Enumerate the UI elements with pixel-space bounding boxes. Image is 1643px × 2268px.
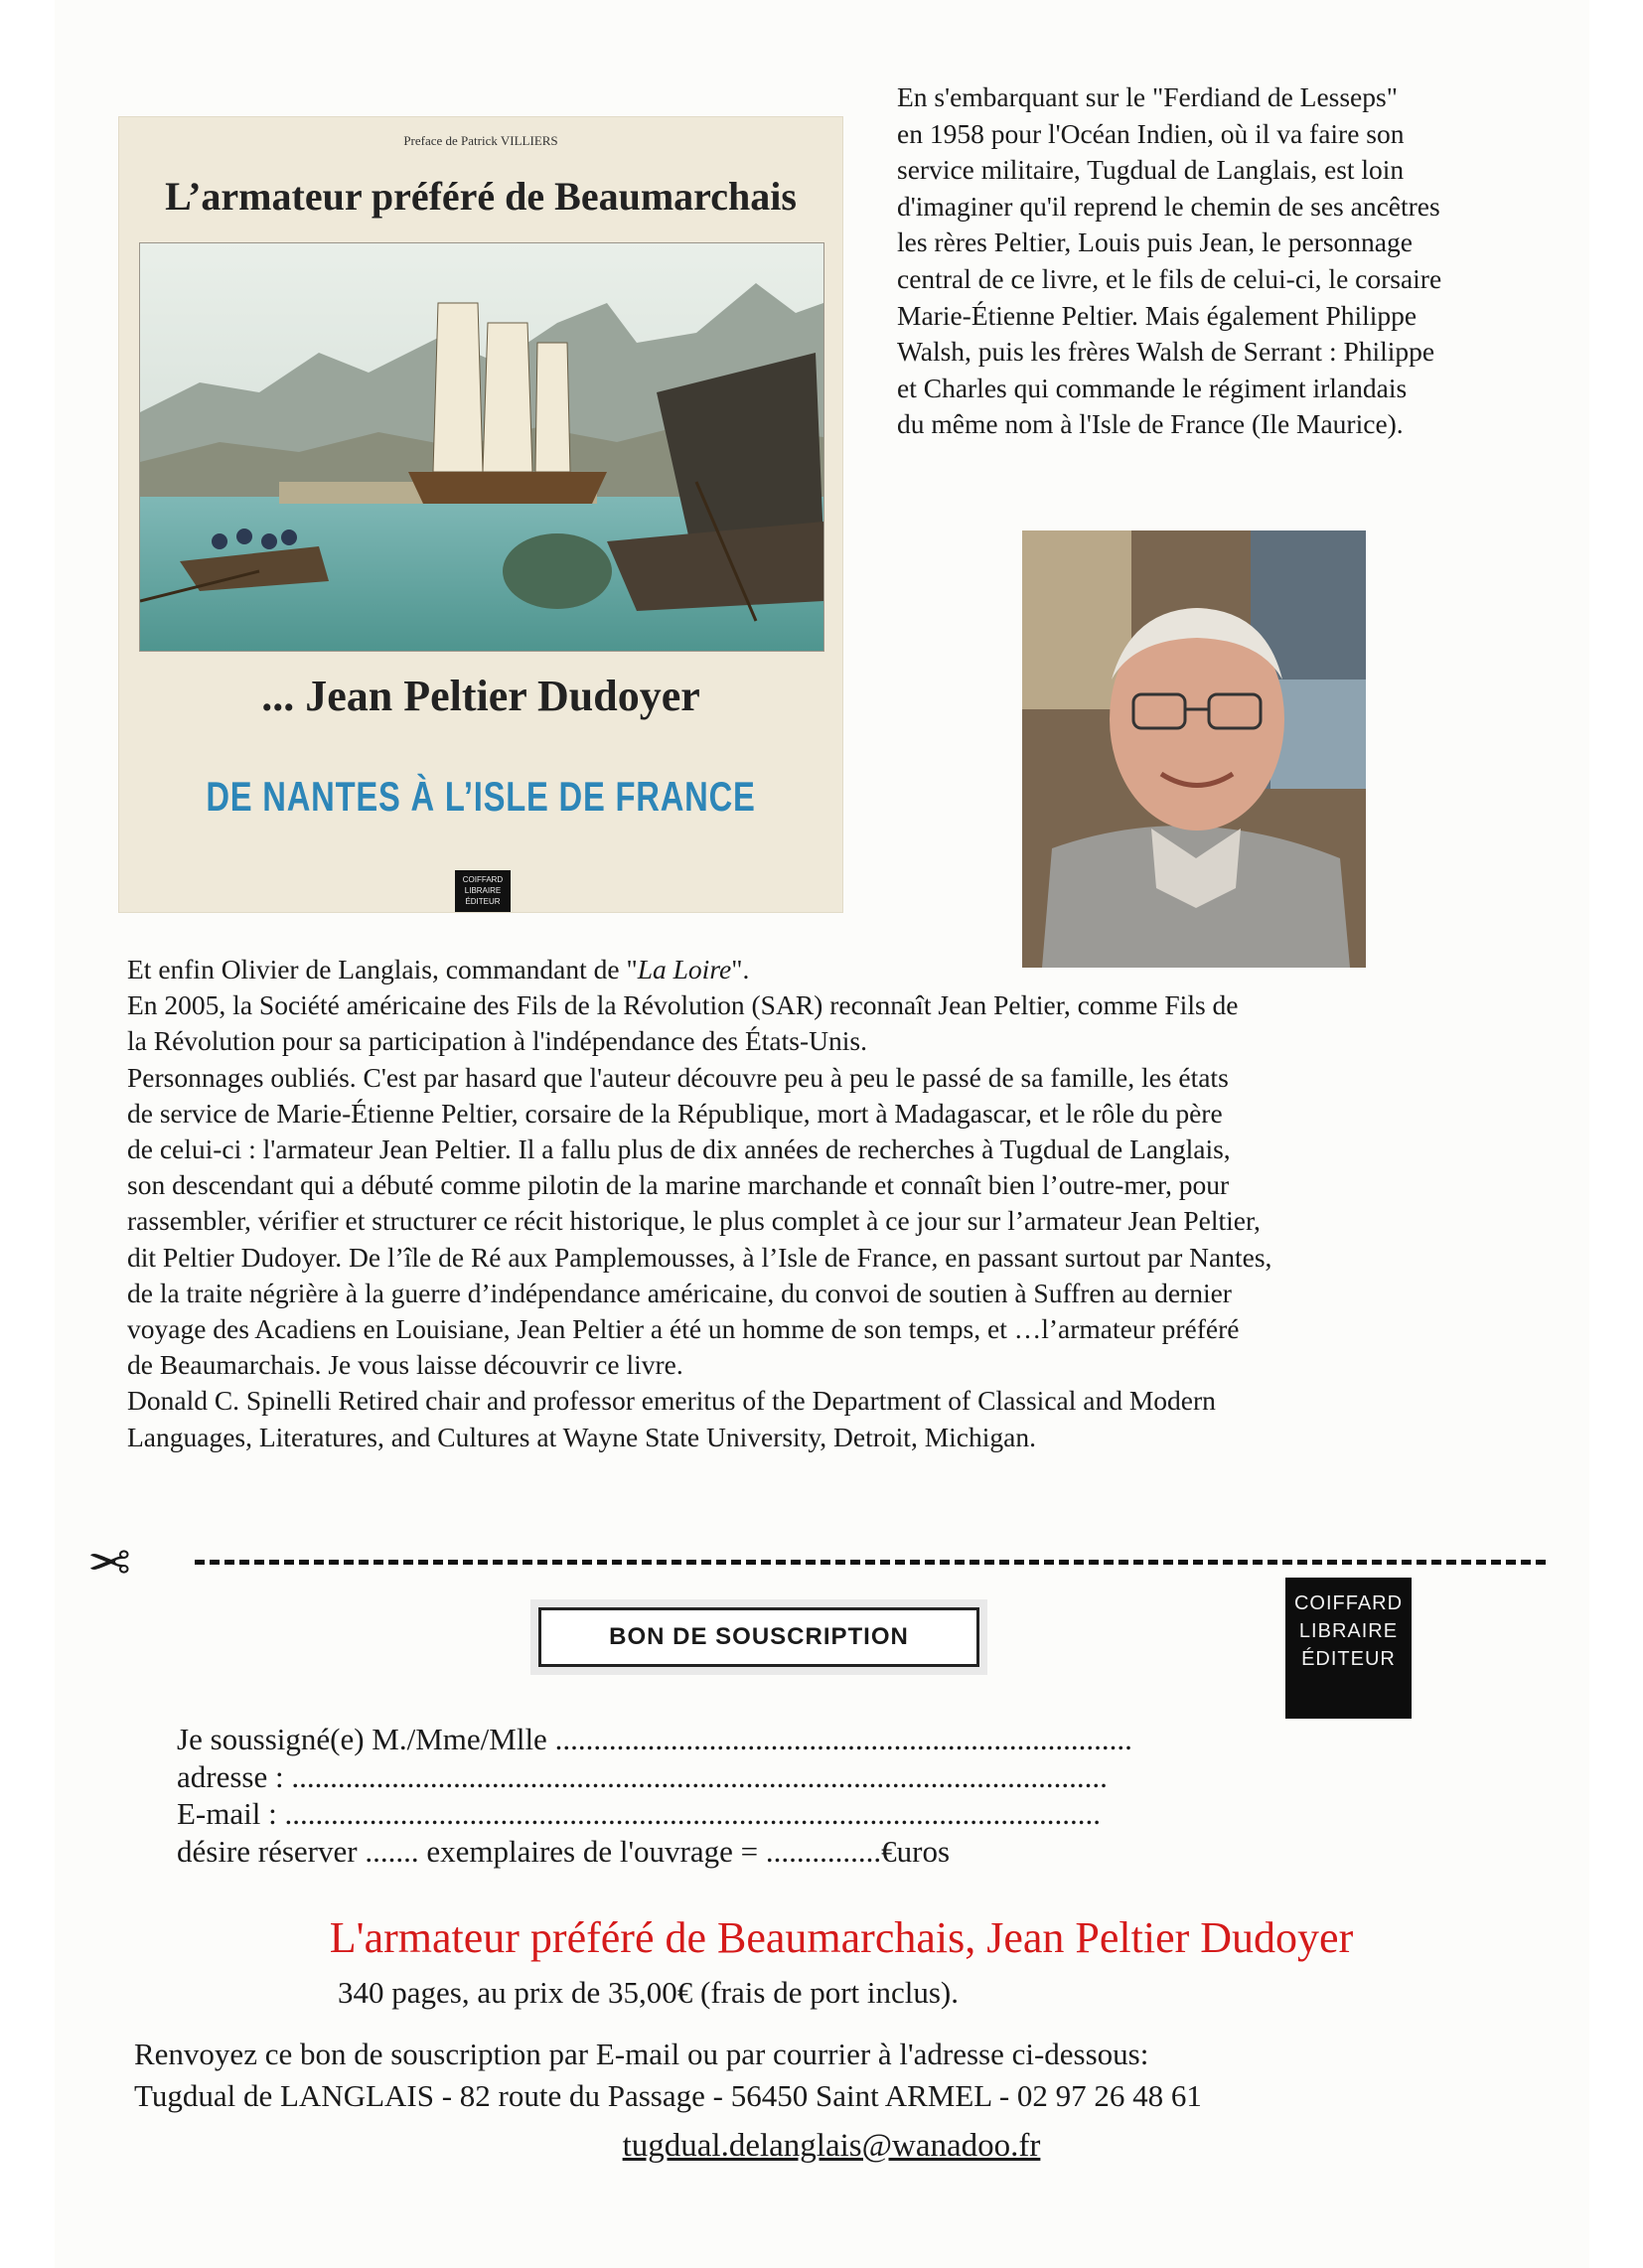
return-instructions: Renvoyez ce bon de souscription par E-mail ou par courrier à l'adresse ci-dessous: [134, 2037, 1149, 2071]
contact-email[interactable] [0, 2128, 1643, 2165]
body-line: Et enfin Olivier de Langlais, commandant de "La Loire". [127, 954, 750, 984]
body-line: Personnages oubliés. C'est par hasard que l'auteur découvre peu à peu le passé de sa famille, les états [127, 1061, 1229, 1093]
ship-name: La Loire [637, 954, 732, 984]
body-line: dit Peltier Dudoyer. De l’île de Ré aux Pamplemousses, à l’Isle de France, en passant surtout par Nantes, [127, 1241, 1272, 1273]
body-line: voyage des Acadiens en Louisiane, Jean Peltier a été un homme de son temps, et …l’armateur préféré [127, 1313, 1240, 1345]
form-line-name: Je soussigné(e) M./Mme/Mlle ........................................................................... [177, 1722, 1132, 1756]
cover-preface: Preface de Patrick VILLIERS [403, 133, 558, 148]
intro-line: les rères Peltier, Louis puis Jean, le personnage [897, 227, 1413, 258]
return-address: Tugdual de LANGLAIS - 82 route du Passage - 56450 Saint ARMEL - 02 97 26 48 61 [134, 2078, 1202, 2113]
body-line: de service de Marie-Étienne Peltier, corsaire de la République, mort à Madagascar, et le rôle du père [127, 1097, 1223, 1129]
author-portrait-image [1022, 530, 1366, 968]
form-line-email: E-mail : .......................................................................................................... [177, 1796, 1101, 1831]
price-line: 340 pages, au prix de 35,00€ (frais de port inclus). [338, 1975, 960, 2010]
harbor-painting-image [140, 243, 823, 651]
intro-line: central de ce livre, et le fils de celui-ci, le corsaire [897, 262, 1442, 294]
cover-publisher-logo: COIFFARD LIBRAIRE ÉDITEUR [455, 870, 511, 912]
intro-line: et Charles qui commande le régiment irlandais [897, 372, 1408, 403]
intro-paragraph [897, 79, 1582, 443]
intro-line: d'imaginer qu'il reprend le chemin de ses ancêtres [897, 190, 1440, 222]
intro-line: en 1958 pour l'Océan Indien, où il va faire son [897, 117, 1405, 149]
body-line: de la traite négrière à la guerre d’indépendance américaine, du convoi de soutien à Suffren au dernier [127, 1277, 1232, 1308]
subscription-label-box [530, 1599, 987, 1675]
dashed-line [195, 1560, 1546, 1565]
author-photo [1022, 530, 1366, 968]
body-paragraph [127, 952, 1587, 1455]
intro-line: Walsh, puis les frères Walsh de Serrant : Philippe [897, 336, 1435, 368]
subscription-form [177, 1721, 1448, 1870]
contact-email-link[interactable]: tugdual.delanglais@wanadoo.fr [622, 2128, 1041, 2164]
body-line: de Beaumarchais. Je vous laisse découvrir ce livre. [127, 1349, 683, 1381]
body-line: En 2005, la Société américaine des Fils de la Révolution (SAR) reconnaît Jean Peltier, comme Fils de [127, 989, 1239, 1021]
cover-subtitle: ... Jean Peltier Dudoyer [261, 672, 700, 720]
body-line: rassembler, vérifier et structurer ce récit historique, le plus complet à ce jour sur l’armateur Jean Peltier, [127, 1205, 1261, 1237]
book-cover [119, 117, 842, 912]
cover-place: DE NANTES À L’ISLE DE FRANCE [206, 773, 756, 820]
body-line: la Révolution pour sa participation à l'indépendance des États-Unis. [127, 1025, 867, 1057]
intro-line: du même nom à l'Isle de France (Ile Maurice). [897, 408, 1404, 440]
subscription-label: BON DE SOUSCRIPTION [538, 1607, 979, 1667]
book-title-red: L'armateur préféré de Beaumarchais, Jean Peltier Dudoyer [329, 1913, 1354, 1962]
intro-line: service militaire, Tugdual de Langlais, est loin [897, 154, 1405, 186]
body-line: son descendant qui a débuté comme pilotin de la marine marchande et connaît bien l’outre-mer, pour [127, 1169, 1230, 1201]
publisher-logo: COIFFARD LIBRAIRE ÉDITEUR [1285, 1578, 1412, 1719]
cover-harbor-painting [139, 242, 824, 652]
form-line-address: adresse : .......................................................................................................... [177, 1758, 1108, 1794]
cover-title: L’armateur préféré de Beaumarchais [165, 174, 797, 219]
body-line: Donald C. Spinelli Retired chair and professor emeritus of the Department of Classical and Modern [127, 1385, 1216, 1417]
scissors-icon: ✂ [87, 1530, 131, 1589]
intro-line: Marie-Étienne Peltier. Mais également Philippe [897, 299, 1418, 331]
body-line: de celui-ci : l'armateur Jean Peltier. Il a fallu plus de dix années de recherches à Tugdual de Langlais, [127, 1134, 1231, 1165]
form-line-quantity: désire réserver ....... exemplaires de l'ouvrage = ...............€uros [177, 1833, 951, 1869]
body-line: Languages, Literatures, and Cultures at Wayne State University, Detroit, Michigan. [127, 1421, 1036, 1452]
intro-line: En s'embarquant sur le "Ferdiand de Lesseps" [897, 81, 1398, 112]
